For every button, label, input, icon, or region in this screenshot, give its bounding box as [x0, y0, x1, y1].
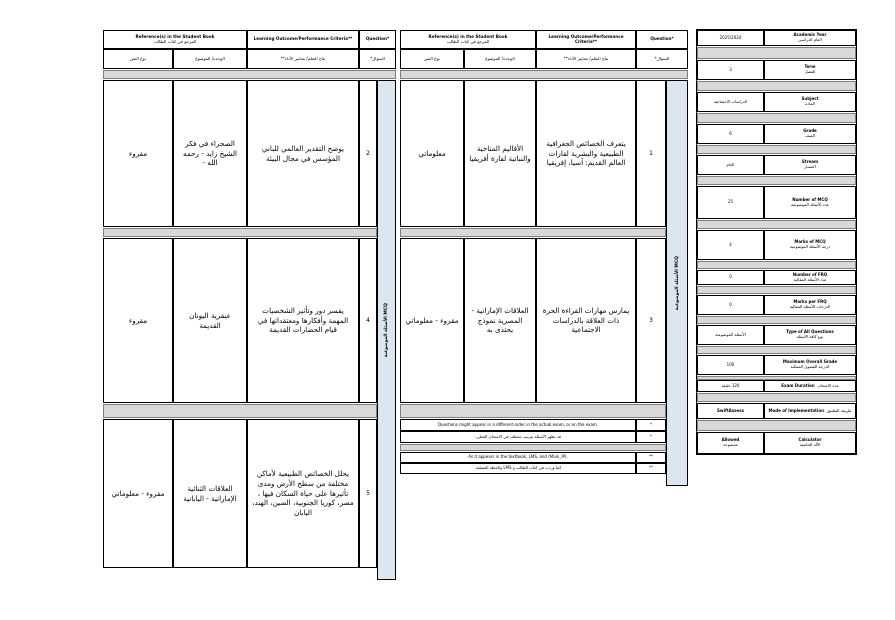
left-separator-2 [103, 404, 377, 418]
left-header-outcome-en: Learning Outcome/Performance Criteria** [253, 36, 353, 42]
info-frq-count-label: Number of FRQ عدد الأسئلة المقالية [764, 270, 856, 285]
left-row-3-topic: العلاقات الثنائية الإماراتية - اليابانية [173, 419, 247, 568]
info-max-grade-value: 100 [697, 355, 764, 375]
left-header-topic-ar: الوحدة/ الموضوع [195, 55, 225, 61]
info-frq-marks-value: 0 [697, 295, 764, 315]
mid-section-label-text: MCQ الأسئلة الموضوعية [674, 255, 680, 311]
note-separator [400, 444, 666, 451]
info-calculator-label: Calculator الآلة الحاسبة [764, 432, 856, 454]
mid-header-question-ar-text: السؤال* [654, 55, 670, 61]
left-row-2-topic: عبقرية اليونان القديمة [173, 238, 247, 403]
left-row-1-outcome: يوضح التقدير العالمي للباني المؤسس في مجال البيئة [247, 80, 359, 227]
mid-row-2-number: 3 [636, 238, 666, 403]
mid-header-reference [400, 30, 536, 49]
info-subject-label: Subject المادة [764, 92, 856, 112]
left-separator-top [103, 70, 396, 79]
info-duration-value: 120 دقيقة [697, 380, 764, 392]
mid-row-1-number: 1 [636, 80, 666, 227]
mid-section-label [666, 80, 688, 486]
info-grade-label: Grade الصف [764, 124, 856, 144]
left-row-2-outcome: يفسر دور وتأثير الشخصيات المهمة وأفكارها ومعتقداتها في قيام الحضارات القديمة [247, 238, 359, 403]
note-1-ar: قد تظهر الأسئلة بترتيب مختلف في الامتحان الفعلي. [400, 431, 636, 443]
info-frq-count-value: 0 [697, 270, 764, 285]
mid-header-question-ar [636, 49, 688, 69]
note-2-mark: ** [636, 452, 666, 463]
info-academic-year-value: 2025/2024 [697, 30, 764, 46]
info-mode-value: SwiftAssess [697, 403, 764, 419]
info-mcq-count-value: 25 [697, 186, 764, 219]
info-panel-frame [696, 29, 857, 455]
left-header-question-ar-text: السؤال* [370, 55, 385, 61]
left-header-question-ar [359, 49, 396, 69]
info-grade-value: 6 [697, 124, 764, 144]
note-1-en: Questions might appear in a different order in the actual exam, or on the exam. [400, 419, 636, 431]
mid-separator-top [400, 70, 688, 79]
info-mode-label: Mode of Implementation طريقة التطبيق [764, 403, 856, 419]
mid-row-1-topic: الأقاليم المناخية والنباتية لقارة أفريقيا [464, 80, 536, 227]
left-header-topic [173, 49, 247, 69]
left-row-1-topic: الصحراء في فكر الشيخ زايد - رحمه الله - [173, 80, 247, 227]
left-header-question-en: Question* [365, 36, 390, 42]
left-section-label [377, 80, 396, 580]
info-max-grade-label: Maximum Overall Grade الدرجة القصوى الممكنة [764, 355, 856, 375]
left-header-text-type [103, 49, 173, 69]
left-row-1-number: 2 [359, 80, 377, 227]
mid-row-1-outcome: يتعرف الخصائص الجغرافية الطبيعية والبشرية لقارات العالم القديم: آسيا، إفريقيا [536, 80, 636, 227]
mid-header-text-type-ar: نوع النص [424, 55, 440, 61]
mid-header-reference-ar: المرجع في كتاب الطالب [446, 38, 490, 44]
info-question-type-value: الأسئلة الموضوعية [697, 325, 764, 345]
left-header-question [359, 30, 396, 49]
info-calculator-value: Allowed مسموحة [697, 432, 764, 454]
left-row-3-type: مقروء - معلوماتي [103, 419, 173, 568]
info-stream-label: Stream المسار [764, 155, 856, 175]
mid-separator-1 [400, 228, 666, 237]
info-term-label: Term الفصل [764, 60, 856, 80]
info-question-type-label: Type of All Questions نوع كافة الأسئلة [764, 325, 856, 345]
left-row-2-number: 4 [359, 238, 377, 403]
mid-header-outcome-ar [536, 49, 636, 69]
left-separator-1 [103, 228, 377, 237]
left-header-reference-ar: المرجع في كتاب الطالب [153, 38, 197, 44]
mid-header-outcome [536, 30, 636, 49]
left-row-3-number: 5 [359, 419, 377, 568]
mid-header-outcome-ar-text: نتاج التعلم/ معايير الأداء** [563, 55, 609, 61]
info-duration-label: Exam Duration مدة الامتحان [764, 380, 856, 392]
note-1-mark: * [636, 419, 666, 431]
mid-header-topic [464, 49, 536, 69]
info-mcq-count-label: Number of MCQ عدد الأسئلة الموضوعية [764, 186, 856, 219]
info-term-value: 3 [697, 60, 764, 80]
left-header-text-type-ar: نوع النص [130, 55, 146, 61]
mid-header-text-type [400, 49, 464, 69]
left-header-outcome [247, 30, 359, 49]
left-section-label-text: MCQ الأسئلة الموضوعية [384, 302, 389, 358]
mid-row-2-topic: العلاقات الإماراتية - المصرية نموذج يحتذى به [464, 238, 536, 403]
info-frq-marks-label: Marks per FRQ الدرجات للأسئلة المقالية [764, 295, 856, 315]
note-2-mark-ar: ** [636, 463, 666, 474]
mid-row-2-outcome: يمارس مهارات القراءة الحرة ذات العلاقة بالدراسات الاجتماعية [536, 238, 636, 403]
info-stream-value: العام [697, 155, 764, 175]
mid-header-topic-ar: الوحدة/ الموضوع [485, 55, 515, 61]
left-row-1-type: مقروء [103, 80, 173, 227]
mid-header-reference-en: Reference(s) in the Student Book [428, 33, 508, 39]
mid-header-question-en: Question* [650, 36, 674, 42]
note-2-en: As it appears in the textbook, LMS, and (Main_IP). [400, 452, 636, 463]
mid-header-question [636, 30, 688, 49]
note-2-ar: كما وردت في كتاب الطالب و LMS والخطة الفصلية. [400, 463, 636, 474]
mid-row-2-type: مقروء - معلوماتي [400, 238, 464, 403]
left-header-outcome-ar [247, 49, 359, 69]
left-header-reference-en: Reference(s) in the Student Book [135, 33, 215, 39]
left-row-3-outcome: يحلل الخصائص الطبيعية لأماكن مختلفة من سطح الأرض ومدى تأثيرها على حياة السكان فيها ، مصر، كوريا الجنوبية، الصين، الهند، اليابان [247, 419, 359, 568]
info-mcq-marks-label: Marks of MCQ درجة الأسئلة الموضوعية [764, 230, 856, 260]
info-subject-value: الدراسات الاجتماعية [697, 92, 764, 112]
mid-row-1-type: معلوماتي [400, 80, 464, 227]
info-mcq-marks-value: 4 [697, 230, 764, 260]
note-1-mark-ar: * [636, 431, 666, 443]
mid-header-outcome-en: Learning Outcome/Performance Criteria** [548, 33, 624, 44]
info-academic-year-label: Academic Year العام الدراسي [764, 30, 856, 46]
left-row-2-type: مقروء [103, 238, 173, 403]
left-header-reference [103, 30, 247, 49]
left-header-outcome-ar-text: نتاج التعلم/ معايير الأداء** [280, 55, 326, 61]
mid-separator-2 [400, 404, 666, 418]
